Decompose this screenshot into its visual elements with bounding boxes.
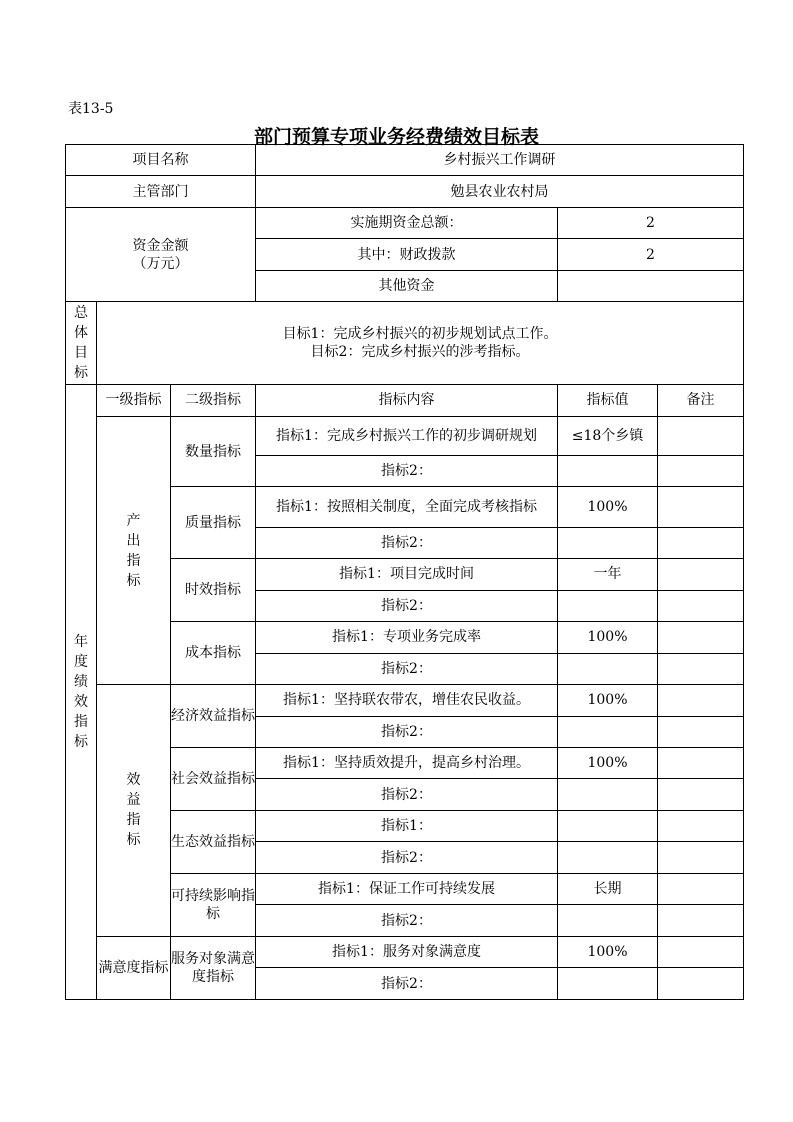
quantity-indicator-label: 数量指标 bbox=[171, 417, 256, 487]
service-satisfaction-indicator-2-value bbox=[558, 968, 658, 1000]
funds-fiscal-value: 2 bbox=[558, 239, 744, 270]
quality-indicator-1-remark bbox=[658, 487, 744, 528]
quality-indicator-1-value: 100% bbox=[558, 487, 658, 528]
annual-indicators-label-text: 年度绩效指标 bbox=[74, 633, 88, 750]
social-indicator-2: 指标2： bbox=[256, 779, 558, 810]
project-name-value: 乡村振兴工作调研 bbox=[256, 145, 744, 176]
social-indicator-1: 指标1：坚持质效提升，提高乡村治理。 bbox=[256, 748, 558, 779]
overall-goals-label-text: 总体目标 bbox=[74, 304, 88, 381]
sustainable-indicator-1-value: 长期 bbox=[558, 873, 658, 904]
goal-1: 目标1：完成乡村振兴的初步规划试点工作。 bbox=[282, 325, 558, 342]
header-value: 指标值 bbox=[558, 384, 658, 416]
timeliness-indicator-2: 指标2： bbox=[256, 590, 558, 621]
funds-label-text: 资金金额 bbox=[132, 237, 189, 254]
funds-unit: （万元） bbox=[132, 255, 189, 272]
table-number: 表13-5 bbox=[68, 101, 114, 117]
header-remark: 备注 bbox=[658, 384, 744, 416]
cost-indicator-1-value: 100% bbox=[558, 622, 658, 653]
overall-goals-content bbox=[97, 302, 744, 384]
funds-label bbox=[66, 207, 256, 301]
ecological-indicator-2-value bbox=[558, 842, 658, 873]
funds-total-label: 实施期资金总额： bbox=[256, 207, 558, 238]
social-indicator-1-remark bbox=[658, 748, 744, 779]
social-indicator-label: 社会效益指标 bbox=[171, 748, 256, 811]
timeliness-indicator-1: 指标1：项目完成时间 bbox=[256, 559, 558, 590]
ecological-indicator-1-value bbox=[558, 810, 658, 841]
service-satisfaction-indicator-1-value: 100% bbox=[558, 936, 658, 967]
quality-indicator-2: 指标2： bbox=[256, 527, 558, 558]
benefit-indicators-label-text: 效益指标 bbox=[126, 772, 141, 849]
overall-goals-row bbox=[66, 302, 744, 384]
funds-other-label: 其他资金 bbox=[256, 270, 558, 301]
funds-fiscal-label: 其中：财政拨款 bbox=[256, 239, 558, 270]
page-title: 部门预算专项业务经费绩效目标表 bbox=[253, 126, 539, 148]
header-level1: 一级指标 bbox=[97, 384, 171, 416]
social-indicator-2-remark bbox=[658, 779, 744, 810]
quality-indicator-label: 质量指标 bbox=[171, 487, 256, 559]
ecological-indicator-label: 生态效益指标 bbox=[171, 810, 256, 873]
economic-indicator-2: 指标2： bbox=[256, 716, 558, 747]
economic-indicator-2-value bbox=[558, 716, 658, 747]
economic-indicator-label: 经济效益指标 bbox=[171, 685, 256, 748]
ecological-indicator-2: 指标2： bbox=[256, 842, 558, 873]
service-satisfaction-indicator-label: 服务对象满意度指标 bbox=[171, 936, 256, 999]
department-label: 主管部门 bbox=[66, 176, 256, 207]
sustainable-indicator-2-remark bbox=[658, 905, 744, 936]
table-row bbox=[66, 936, 744, 967]
economic-indicator-1-remark bbox=[658, 685, 744, 716]
quality-indicator-2-value bbox=[558, 527, 658, 558]
cost-indicator-2-remark bbox=[658, 653, 744, 684]
timeliness-indicator-2-remark bbox=[658, 590, 744, 621]
service-satisfaction-indicator-2-remark bbox=[658, 968, 744, 1000]
overall-goals-label bbox=[66, 302, 97, 384]
economic-indicator-2-remark bbox=[658, 716, 744, 747]
quantity-indicator-2-remark bbox=[658, 455, 744, 486]
department-value: 勉县农业农村局 bbox=[256, 176, 744, 207]
service-satisfaction-indicator-1: 指标1：服务对象满意度 bbox=[256, 936, 558, 967]
economic-indicator-1-value: 100% bbox=[558, 685, 658, 716]
cost-indicator-label: 成本指标 bbox=[171, 622, 256, 685]
timeliness-indicator-1-remark bbox=[658, 559, 744, 590]
quantity-indicator-1: 指标1：完成乡村振兴工作的初步调研规划 bbox=[256, 417, 558, 456]
indicator-header-row bbox=[66, 384, 744, 416]
economic-indicator-1: 指标1：坚持联农带农，增佳农民收益。 bbox=[256, 685, 558, 716]
quantity-indicator-1-value: ≤18个乡镇 bbox=[558, 417, 658, 456]
ecological-indicator-1: 指标1： bbox=[256, 810, 558, 841]
ecological-indicator-2-remark bbox=[658, 842, 744, 873]
timeliness-indicator-label: 时效指标 bbox=[171, 559, 256, 622]
quantity-indicator-2-value bbox=[558, 455, 658, 486]
sustainable-indicator-1: 指标1：保证工作可持续发展 bbox=[256, 873, 558, 904]
quality-indicator-2-remark bbox=[658, 527, 744, 558]
service-satisfaction-indicator-2: 指标2： bbox=[256, 968, 558, 1000]
service-satisfaction-indicator-1-remark bbox=[658, 936, 744, 967]
goal-2: 目标2：完成乡村振兴的涉考指标。 bbox=[310, 343, 530, 360]
sustainable-indicator-2-value bbox=[558, 905, 658, 936]
funds-other-value bbox=[558, 270, 744, 301]
funds-total-value: 2 bbox=[558, 207, 744, 238]
funds-total-row bbox=[66, 207, 744, 238]
sustainable-indicator-2: 指标2： bbox=[256, 905, 558, 936]
quantity-indicator-2: 指标2： bbox=[256, 455, 558, 486]
output-indicators-label bbox=[97, 417, 171, 685]
quantity-indicator-1-remark bbox=[658, 417, 744, 456]
social-indicator-2-value bbox=[558, 779, 658, 810]
header-level2: 二级指标 bbox=[171, 384, 256, 416]
cost-indicator-2: 指标2： bbox=[256, 653, 558, 684]
header-content: 指标内容 bbox=[256, 384, 558, 416]
project-name-label: 项目名称 bbox=[66, 145, 256, 176]
output-indicators-label-text: 产出指标 bbox=[126, 512, 141, 589]
satisfaction-indicators-label: 满意度指标 bbox=[97, 936, 171, 999]
timeliness-indicator-1-value: 一年 bbox=[558, 559, 658, 590]
performance-target-table bbox=[65, 144, 744, 1000]
quality-indicator-1: 指标1：按照相关制度，全面完成考核指标 bbox=[256, 487, 558, 528]
table-row bbox=[66, 685, 744, 716]
sustainable-indicator-label: 可持续影响指标 bbox=[171, 873, 256, 936]
cost-indicator-1-remark bbox=[658, 622, 744, 653]
annual-indicators-label bbox=[66, 384, 97, 999]
ecological-indicator-1-remark bbox=[658, 810, 744, 841]
benefit-indicators-label bbox=[97, 685, 171, 937]
cost-indicator-1: 指标1：专项业务完成率 bbox=[256, 622, 558, 653]
cost-indicator-2-value bbox=[558, 653, 658, 684]
department-row bbox=[66, 176, 744, 207]
timeliness-indicator-2-value bbox=[558, 590, 658, 621]
social-indicator-1-value: 100% bbox=[558, 748, 658, 779]
sustainable-indicator-1-remark bbox=[658, 873, 744, 904]
table-row bbox=[66, 417, 744, 456]
project-row bbox=[66, 145, 744, 176]
